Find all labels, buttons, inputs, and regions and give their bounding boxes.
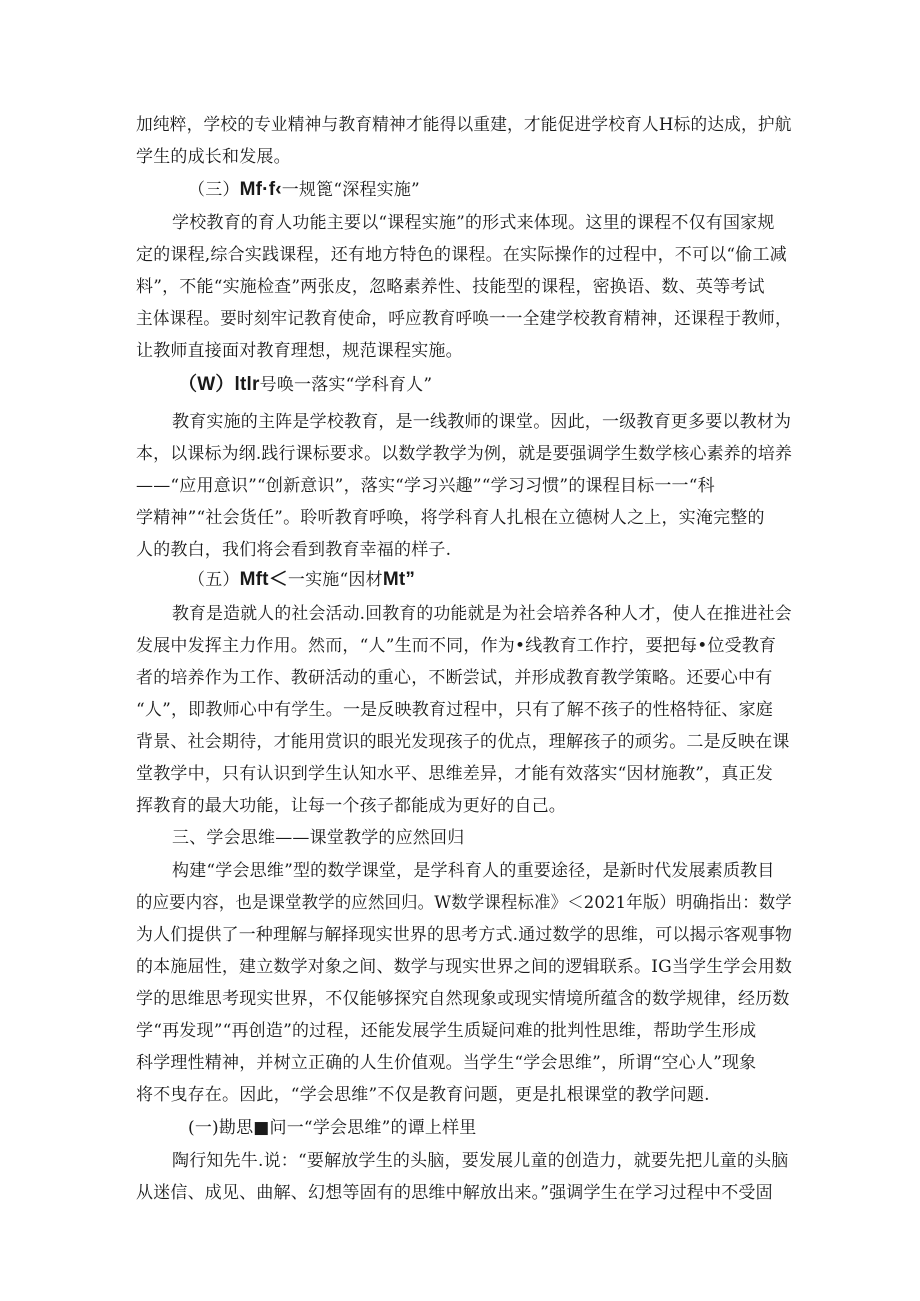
subsection-heading-1: (一)勘思■问一“学会思维”的谭上样里 bbox=[188, 1118, 477, 1138]
paragraph-line: 者的培养作为工作、教研活动的重心，不断尝试，并形成教育教学策略。还要心中有 bbox=[136, 668, 773, 688]
paragraph-line: 从迷信、成见、曲解、幻想等固有的思维中解放出来。”强调学生在学习过程中不受固 bbox=[136, 1183, 773, 1203]
paragraph-line: 主体课程。要时刻牢记教育使命，呼应教育呼唤一一全建学校教育精神，还课程于教师， bbox=[136, 309, 792, 329]
paragraph-line: 将不曳存在。因此，“学会思维”不仅是教育问题，更是扎根课堂的教学问题. bbox=[136, 1085, 710, 1105]
paragraph-line: 科学理性精神，并树立正确的人生价值观。当学生“学会思维”，所谓“空心人”现象 bbox=[136, 1053, 757, 1073]
paragraph-line: ——“应用意识”“创新意识”，落实“学习兴趣”“学习习惯”的课程目标一一“科 bbox=[136, 476, 715, 496]
paragraph-line: 挥教育的最大功能，让每一个孩子都能成为更好的自己。 bbox=[136, 796, 566, 816]
heading-prefix: （三） bbox=[188, 180, 240, 200]
paragraph-line: 教育实施的主阵是学校教育，是一线教师的课堂。因此，一级教育更多要以教材为 bbox=[172, 412, 792, 432]
paragraph-line: 教育是造就人的社会活动.回教育的功能就是为社会培养各种人才，使人在推进社会 bbox=[172, 604, 792, 624]
paragraph-line: 学“再发现”“再创造”的过程，还能发展学生质疑问难的批判性思维，帮助学生形成 bbox=[136, 1021, 757, 1041]
heading-middle: 一实施“因材 bbox=[287, 570, 383, 590]
paragraph-line: 定的课程,综合实践课程，还有地方特色的课程。在实际操作的过程中，不可以“偷工减 bbox=[136, 245, 787, 265]
paragraph-line: 学的思维思考现实世界，不仅能够探究自然现象或现实情境所蕴含的数学规律，经历数 bbox=[136, 989, 790, 1009]
paragraph-line: 背景、社会期待，才能用赏识的眼光发现孩子的优点，理解孩子的顽劣。二是反映在课 bbox=[136, 732, 790, 752]
paragraph-line: 学生的成长和发展。 bbox=[136, 147, 291, 167]
paragraph-line: “人”，即教师心中有学生。一是反映教育过程中，只有了解不孩子的性格特征、家庭 bbox=[136, 700, 773, 720]
heading-bold-text-2: Mt” bbox=[382, 569, 416, 590]
paragraph-line: 料”，不能“实施检查”两张皮，忽略素养性、技能型的课程，密换语、数、英等考试 bbox=[136, 277, 765, 297]
heading-bold-text: Mf·f‹ bbox=[239, 179, 282, 200]
paragraph-line: 本，以课标为纲.践行课标要求。以数学教学为例，就是要强调学生数学核心素养的培养 bbox=[136, 444, 793, 464]
section-heading-5 bbox=[188, 568, 415, 592]
paragraph-line: 堂教学中，只有认识到学生认知水平、思维差异，才能有效落实“因材施教”，真正发 bbox=[136, 764, 773, 784]
heading-suffix: 号唤一落实“学科育人” bbox=[259, 375, 433, 395]
paragraph-line: 陶行知先牛.说：“要解放学生的头脑，要发展儿童的创造力，就要先把儿童的头脑 bbox=[172, 1151, 789, 1171]
paragraph-line: 的应要内容，也是课堂教学的应然回归。W数学课程标准》＜2021年版）明确指出：数学 bbox=[136, 893, 792, 913]
section-heading-3 bbox=[188, 178, 420, 202]
paragraph-line: 构建“学会思维”型的数学课堂，是学科育人的重要途径，是新时代发展素质教目 bbox=[172, 861, 775, 881]
paragraph-line: 为人们提供了一种理解与解择现实世界的思考方式.通过数学的思维，可以揭示客观事物 bbox=[136, 925, 793, 945]
paragraph-line: 学校教育的育人功能主要以“课程实施”的形式来体现。这里的课程不仅有国家规 bbox=[172, 213, 775, 233]
paragraph-line: 的本施屈性，建立数学对象之间、数学与现实世界之间的逻辑联系。IG当学生学会用数 bbox=[136, 957, 793, 977]
paragraph-line: 学精神”“社会货任”。聆听教育呼唤，将学科育人扎根在立德树人之上，实淹完整的 bbox=[136, 508, 765, 528]
paragraph-line: 发展中发挥主力作用。然而，“人”生而不同，作为•线教育工作拧，要把每•位受教育 bbox=[136, 636, 777, 656]
section-heading-4 bbox=[178, 373, 432, 397]
heading-bold-text: （W）ltlr bbox=[178, 374, 260, 395]
paragraph-line: 加纯粹，学校的专业精神与教育精神才能得以重建，才能促进学校育人H标的达成，护航 bbox=[136, 115, 792, 135]
heading-prefix: （五） bbox=[188, 570, 240, 590]
paragraph-line: 人的教白，我们将会看到教育幸福的样子. bbox=[136, 540, 452, 560]
heading-bold-text: Mft＜ bbox=[239, 569, 288, 590]
paragraph-line: 让教师直接面对教育理想，规范课程实施。 bbox=[136, 341, 463, 361]
heading-suffix: 一规篦“深程实施” bbox=[281, 180, 420, 200]
section-title-3: 三、学会思维——课堂教学的应然回归 bbox=[172, 828, 465, 848]
